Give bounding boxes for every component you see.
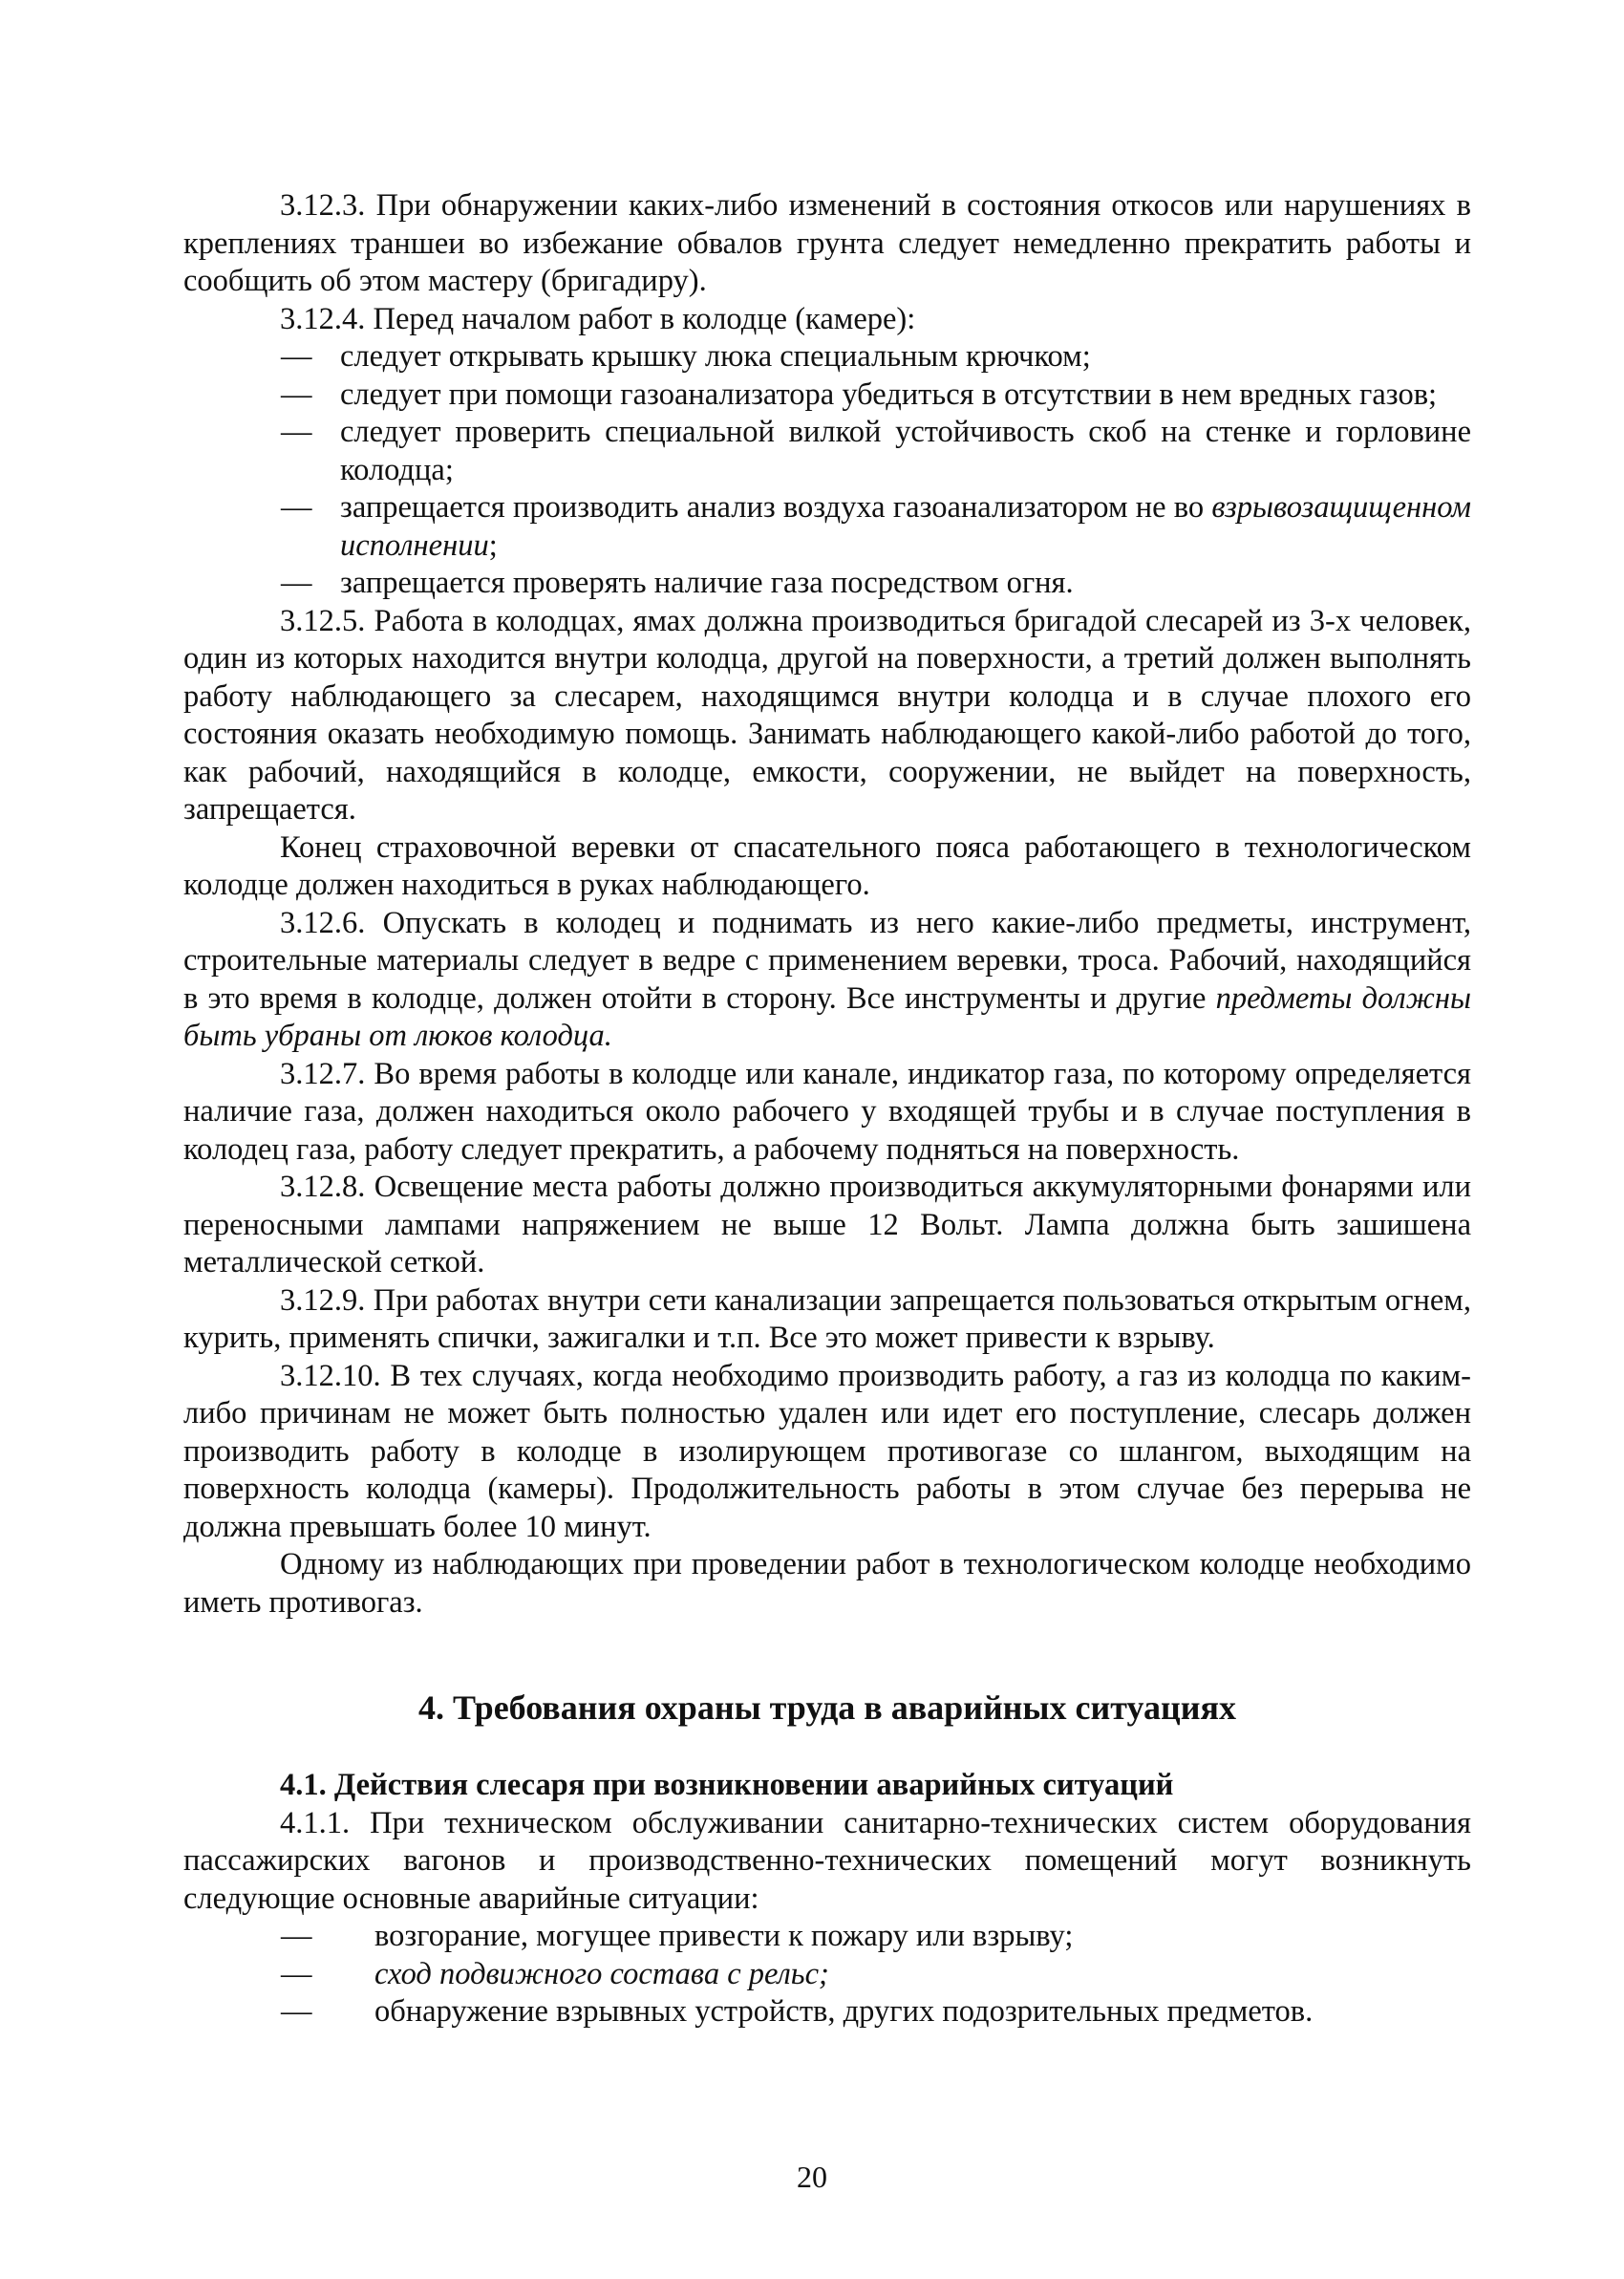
list-item	[183, 489, 1471, 565]
section-title: 4. Требования охраны труда в аварийных ситуациях	[418, 1688, 1236, 1727]
list-item-text: запрещается проверять наличие газа посредством огня.	[340, 566, 1074, 600]
list-item-italic-text: сход подвижного состава с рельс;	[374, 1956, 829, 1991]
list-item-text: следует проверить специальной вилкой устойчивость скоб на стенке и горловине колодца;	[340, 415, 1471, 487]
list-item-text: обнаружение взрывных устройств, других подозрительных предметов.	[374, 1994, 1314, 2029]
subsection-title: 4.1. Действия слесаря при возникновении аварийных ситуаций	[280, 1768, 1174, 1802]
list-dash: —	[281, 415, 312, 449]
list-dash: —	[281, 339, 312, 374]
list-item-text: следует при помощи газоанализатора убедиться в отсутствии в нем вредных газов;	[340, 376, 1438, 412]
paragraph-3-12-9: 3.12.9. При работах внутри сети канализации запрещается пользоваться открытым огнем, курить, применять спички, зажигалки и т.п. Все это может привести к взрыву.	[183, 1282, 1471, 1355]
list-dash: —	[281, 1919, 312, 1953]
spacer	[183, 1622, 1471, 1687]
list-item	[183, 338, 1471, 376]
list-dash: —	[281, 490, 312, 525]
paragraph-3-12-3: 3.12.3. При обнаружении каких-либо изменений в состояния откосов или нарушениях в креплениях траншеи во избежание обвалов грунта следует немедленно прекратить работы и сообщить об этом мастеру (бригадиру).	[183, 188, 1471, 298]
list-item	[183, 1918, 1471, 1956]
list-item	[183, 565, 1471, 603]
list-dash: —	[281, 566, 312, 600]
paragraph-3-12-6-italic: предметы должны быть убраны от люков колодца.	[183, 980, 1471, 1053]
list-item	[183, 376, 1471, 415]
paragraph-3-12-10-continued: Одному из наблюдающих при проведении работ в технологическом колодце необходимо иметь противогаз.	[183, 1547, 1471, 1620]
paragraph-3-12-8: 3.12.8. Освещение места работы должно производиться аккумуляторными фонарями или переносными лампами напряжением не выше 12 Вольт. Лампа должна быть зашишена металлической сеткой.	[183, 1170, 1471, 1279]
paragraph-3-12-7: 3.12.7. Во время работы в колодце или канале, индикатор газа, по которому определяется наличие газа, должен находиться около рабочего у входящей трубы и в случае поступления в колодец газа, работу следует прекратить, а рабочему подняться на поверхность.	[183, 1056, 1471, 1167]
list-item-text: следует открывать крышку люка специальным крючком;	[340, 339, 1091, 374]
list-item-italic-text: взрывозащищенном исполнении	[340, 490, 1471, 563]
paragraph-4-1-1: 4.1.1. При техническом обслуживании санитарно-технических систем оборудования пассажирских вагонов и производственно-технических помещений могут возникнуть следующие основные аварийные ситуации:	[183, 1805, 1471, 1916]
list-dash: —	[281, 376, 312, 412]
page-content	[183, 187, 1471, 2032]
paragraph-3-12-10: 3.12.10. В тех случаях, когда необходимо производить работу, а газ из колодца по каким-либо причинам не может быть полностью удален или идет его поступление, слесарь должен производить работу в колодце в изолирующем противогазе со шлангом, выходящим на поверхность колодца (камеры). Продолжительность работы в этом случае без перерыва не должна превышать более 10 минут.	[183, 1358, 1471, 1544]
list-item	[183, 1956, 1471, 1994]
list-item-text: возгорание, могущее привести к пожару или взрыву;	[374, 1919, 1074, 1953]
list-item-end: ;	[488, 527, 498, 563]
list-dash: —	[281, 1956, 312, 1991]
list-item-text: запрещается производить анализ воздуха газоанализатором не во	[340, 490, 1205, 525]
paragraph-3-12-6-text: 3.12.6. Опускать в колодец и поднимать из него какие-либо предметы, инструмент, строительные материалы следует в ведре с применением веревки, троса. Рабочий, находящийся в это время в колодце, должен отойти в сторону. Все инструменты и другие	[183, 905, 1471, 1016]
paragraph-3-12-4: 3.12.4. Перед началом работ в колодце (камере):	[280, 301, 916, 336]
list-item	[183, 414, 1471, 489]
paragraph-3-12-5-continued: Конец страховочной веревки от спасательного пояса работающего в технологическом колодце должен находиться в руках наблюдающего.	[183, 829, 1471, 902]
list-dash: —	[281, 1994, 312, 2029]
spacer	[183, 1729, 1471, 1767]
page-number: 20	[797, 2160, 827, 2194]
list-item	[183, 1993, 1471, 2032]
paragraph-3-12-6	[183, 905, 1471, 1056]
paragraph-3-12-5: 3.12.5. Работа в колодцах, ямах должна производиться бригадой слесарей из 3-х человек, один из которых находится внутри колодца, другой на поверхности, а третий должен выполнять работу наблюдающего за слесарем, находящимся внутри колодца и в случае плохого его состояния оказать необходимую помощь. Занимать наблюдающего какой-либо работой до того, как рабочий, находящийся в колодце, емкости, сооружении, не выйдет на поверхность, запрещается.	[183, 603, 1471, 827]
